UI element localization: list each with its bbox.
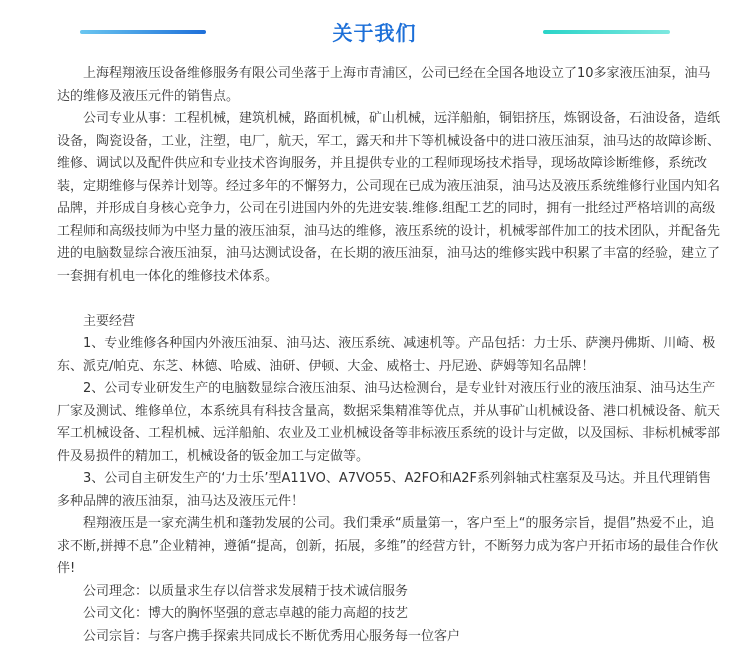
business-item-3: 3、公司自主研发生产的‘力士乐’型A11VO、A7VO55、A2FO和A2F系列斜轴式柱塞泵及马达。并且代理销售多种品牌的液压油泵，油马达及液压元件！ xyxy=(57,471,711,509)
title-decoration-right xyxy=(543,30,670,34)
main-business-heading: 主要经营 xyxy=(83,313,136,329)
page-header xyxy=(0,0,749,64)
company-mission-paragraph: 程翔液压是一家充满生机和蓬勃发展的公司。我们秉承“质量第一，客户至上“的服务宗旨，提倡”热爱不止，追求不断,拼搏不息”企业精神，遵循“提高，创新，拓展，多维”的经营方针，不断努力成为客户开拓市场的最佳合作伙伴! xyxy=(57,516,719,576)
company-culture: 公司文化：博大的胸怀坚强的意志卓越的能力高超的技艺 xyxy=(83,606,409,621)
company-purpose: 公司宗旨：与客户携手探索共同成长不断优秀用心服务每一位客户 xyxy=(83,628,461,644)
company-philosophy: 公司理念：以质量求生存以信誉求发展精于技术诚信服务 xyxy=(83,583,409,599)
business-scope-paragraph: 公司专业从事：工程机械，建筑机械，路面机械，矿山机械，远洋船舶，铜铝挤压，炼钢设备，石油设备，造纸设备，陶瓷设备，工业，注塑，电厂，航天，军工，露天和井下等机械设备中的进口液压油泵，油马达的故障诊断、维修、调试以及配件供应和专业技术咨询服务，并且提供专业的工程师现场技术指导，现场故障诊断维修，系统改装，定期维修与保养计划等。经过多年的不懈努力，公司现在已成为液压油泵，油马达及液压系统维修行业国内知名品牌，并形成自身核心竞争力，公司在引进国内外的先进安装.维修.组配工艺的同时，拥有一批经过严格培训的高级工程师和高级技师为中坚力量的液压油泵，油马达的维修，液压系统的设计，机械零部件加工的技术团队，并配备先进的电脑数显综合液压油泵，油马达测试设备，在长期的液压油泵，油马达的维修实践中积累了丰富的经验，建立了一套拥有机电一体化的维修技术体系。 xyxy=(57,111,721,284)
business-item-2: 2、公司专业研发生产的电脑数显综合液压油泵、油马达检测台，是专业针对液压行业的液压油泵、油马达生产厂家及测试、维修单位，本系统具有科技含量高，数据采集精准等优点，并从事矿山机械设备、港口机械设备、航天军工机械设备、工程机械、远洋船舶、农业及工业机械设备等非标液压系统的设计与定做，以及国标、非标机械零部件及易损件的精加工，机械设备的钣金加工与定做等。 xyxy=(57,381,721,464)
intro-paragraph: 上海程翔液压设备维修服务有限公司坐落于上海市青浦区，公司已经在全国各地设立了10多家液压油泵，油马达的维修及液压元件的销售点。 xyxy=(57,66,711,104)
page-title: 关于我们 xyxy=(332,21,417,45)
blank-line xyxy=(57,288,722,311)
about-content xyxy=(57,63,722,648)
business-item-1: 1、专业维修各种国内外液压油泵、油马达、液压系统、减速机等。产品包括：力士乐、萨澳丹佛斯、川崎、极东、派克/帕克、东芝、林德、哈威、油研、伊顿、大金、威格士、丹尼逊、萨姆等知名品牌！ xyxy=(57,336,716,374)
